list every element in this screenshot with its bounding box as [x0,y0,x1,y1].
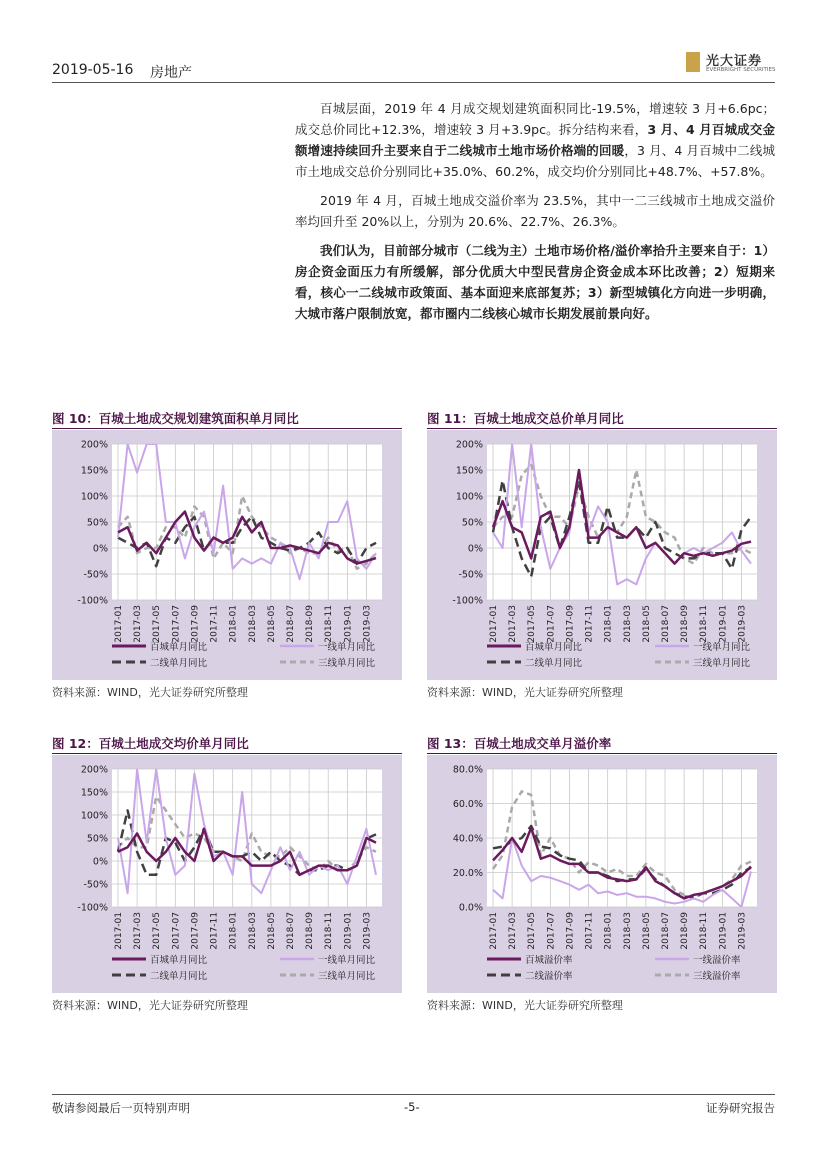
figure-11-rule [427,428,777,429]
y-tick-label: 200% [455,439,483,451]
y-tick-label: 0.0% [458,902,483,914]
figure-12-svg [52,755,402,993]
x-tick-label: 2017-07 [546,912,557,950]
report-date: 2019-05-16 [52,62,134,78]
header-divider [52,82,775,83]
footer-disclaimer: 敬请参阅最后一页特别声明 [52,1101,190,1115]
y-tick-label: 0% [92,856,108,868]
figure-10-source: 资料来源：WIND，光大证券研究所整理 [52,686,248,699]
figure-12-chart [52,755,402,993]
y-tick-label: 40.0% [452,833,483,845]
legend-label: 一线单月同比 [318,955,376,966]
legend-label: 三线单月同比 [693,658,751,669]
x-tick-label: 2018-11 [324,605,335,643]
y-tick-label: 50% [86,517,108,529]
x-tick-label: 2019-01 [718,912,729,950]
logo-cn: 光大证券 [706,54,763,69]
y-tick-label: 0% [92,543,108,555]
logo-en: EVERBRIGHT SECURITIES [706,67,776,73]
x-tick-label: 2018-01 [228,912,239,950]
legend-label: 三线溢价率 [693,971,741,982]
x-tick-label: 2018-03 [247,912,258,950]
y-tick-label: 200% [80,764,108,776]
figure-11-title: 图 11：百城土地成交总价单月同比 [427,411,624,426]
paragraph-2: 2019 年 4 月，百城土地成交溢价率为 23.5%，其中一二三线城市土地成交溢价率均回升至 20%以上，分别为 20.6%、22.7%、26.3%。 [295,193,775,229]
y-tick-label: 20.0% [452,868,483,879]
x-tick-label: 2017-09 [190,912,201,950]
x-tick-label: 2018-11 [699,912,710,950]
x-tick-label: 2019-03 [737,605,748,643]
logo-icon [686,52,700,72]
x-tick-label: 2019-01 [343,605,354,643]
x-tick-label: 2018-03 [247,605,258,643]
y-tick-label: -50% [458,569,483,581]
x-tick-label: 2018-01 [228,605,239,643]
legend-label: 二线单月同比 [150,658,208,669]
legend-label: 三线单月同比 [318,658,376,669]
figure-11-source: 资料来源：WIND，光大证券研究所整理 [427,686,623,699]
y-tick-label: 50% [86,833,108,845]
p1-part-c: ，3 月、4 月百城中二线城市土地成交总价分别同比+35.0%、60.2%，成交均价分别同比+48.7%、+57.8%。 [295,143,775,179]
legend-label: 二线单月同比 [525,658,583,669]
x-tick-label: 2017-11 [584,912,595,950]
legend-label: 百城单月同比 [150,955,208,966]
legend-label: 二线溢价率 [525,971,573,982]
paragraph-1 [295,98,775,182]
x-tick-label: 2017-05 [527,605,538,643]
footer-divider [52,1094,775,1095]
footer-report-type: 证券研究报告 [706,1101,775,1115]
figure-10-svg [52,430,402,680]
x-tick-label: 2018-05 [266,605,277,643]
y-tick-label: 0% [467,543,483,555]
legend-label: 一线单月同比 [318,642,376,653]
y-tick-label: 100% [455,491,483,503]
y-tick-label: 150% [80,465,108,477]
y-tick-label: 60.0% [452,799,483,810]
x-tick-label: 2017-01 [489,912,499,950]
x-tick-label: 2019-03 [737,912,748,950]
figure-13-svg [427,755,777,993]
body-text [295,98,775,332]
x-tick-label: 2017-11 [209,912,220,950]
x-tick-label: 2018-11 [699,605,710,643]
x-tick-label: 2019-03 [362,605,373,643]
x-tick-label: 2018-05 [266,912,277,950]
figure-11-svg [427,430,777,680]
x-tick-label: 2018-09 [305,912,316,950]
page-number: -5- [404,1100,420,1114]
x-tick-label: 2018-11 [324,912,335,950]
x-tick-label: 2017-11 [584,605,595,643]
x-tick-label: 2018-03 [622,605,633,643]
x-tick-label: 2017-01 [489,605,499,643]
legend-label: 一线单月同比 [693,642,751,653]
legend-label: 百城单月同比 [525,642,583,653]
legend-label: 百城单月同比 [150,642,208,653]
x-tick-label: 2017-09 [565,605,576,643]
figure-13-chart [427,755,777,993]
x-tick-label: 2018-01 [603,912,614,950]
paragraph-3: 我们认为，目前部分城市（二线为主）土地市场价格/溢价率拾升主要来自于：1）房企资金面压力有所缓解，部分优质大中型民营房企资金成本环比改善；2）短期来看，核心一二线城市政策面、基本面迎来底部复苏；3）新型城镇化方向进一步明确，大城市落户限制放宽，都市圈内二线核心城市长期发展前景向好。 [295,243,775,321]
x-tick-label: 2017-01 [114,605,124,643]
x-tick-label: 2019-03 [362,912,373,950]
y-tick-label: 100% [80,810,108,822]
figure-13-source: 资料来源：WIND，光大证券研究所整理 [427,999,623,1012]
x-tick-label: 2017-11 [209,605,220,643]
y-tick-label: -100% [77,902,108,914]
x-tick-label: 2018-05 [641,912,652,950]
x-tick-label: 2017-07 [171,912,182,950]
p1-part-b: 3 月、4 月百城成交金额增速持续回升主要来自于二线城市土地市场价格端的回暖 [295,122,775,158]
x-tick-label: 2018-07 [286,605,296,643]
x-tick-label: 2017-09 [565,912,576,950]
legend-label: 二线单月同比 [150,971,208,982]
y-tick-label: -50% [83,569,108,581]
legend-label: 百城溢价率 [525,955,573,966]
x-tick-label: 2018-07 [661,912,671,950]
y-tick-label: 80.0% [452,764,483,776]
p1-part-a: 百城层面，2019 年 4 月成交规划建筑面积同比-19.5%，增速较 3 月+6.6pc；成交总价同比+12.3%，增速较 3 月+3.9pc。拆分结构来看， [295,101,775,137]
x-tick-label: 2017-07 [171,605,182,643]
x-tick-label: 2018-07 [661,605,671,643]
figure-10-chart [52,430,402,680]
y-tick-label: 150% [80,787,108,799]
figure-12-title: 图 12：百城土地成交均价单月同比 [52,736,249,751]
legend-label: 三线单月同比 [318,971,376,982]
x-tick-label: 2017-09 [190,605,201,643]
x-tick-label: 2018-09 [680,912,691,950]
figure-12-source: 资料来源：WIND，光大证券研究所整理 [52,999,248,1012]
figure-13-rule [427,753,777,754]
x-tick-label: 2017-05 [152,605,163,643]
x-tick-label: 2017-03 [508,605,519,643]
figure-10-rule [52,428,402,429]
x-tick-label: 2018-07 [286,912,296,950]
y-tick-label: 100% [80,491,108,503]
x-tick-label: 2018-05 [641,605,652,643]
x-tick-label: 2017-03 [133,605,144,643]
x-tick-label: 2019-01 [343,912,354,950]
report-category: 房地产 [150,65,192,81]
y-tick-label: 50% [461,517,483,529]
y-tick-label: -100% [77,595,108,607]
y-tick-label: -100% [452,595,483,607]
x-tick-label: 2017-03 [508,912,519,950]
legend-label: 一线溢价率 [693,955,741,966]
figure-11-chart [427,430,777,680]
company-logo [686,50,776,76]
x-tick-label: 2017-03 [133,912,144,950]
figure-13-title: 图 13：百城土地成交单月溢价率 [427,736,612,751]
x-tick-label: 2018-01 [603,605,614,643]
x-tick-label: 2017-05 [152,912,163,950]
figure-12-rule [52,753,402,754]
x-tick-label: 2017-07 [546,605,557,643]
figure-10-title: 图 10：百城土地成交规划建筑面积单月同比 [52,411,299,426]
y-tick-label: 150% [455,465,483,477]
x-tick-label: 2019-01 [718,605,729,643]
x-tick-label: 2017-01 [114,912,124,950]
x-tick-label: 2017-05 [527,912,538,950]
y-tick-label: -50% [83,879,108,891]
x-tick-label: 2018-03 [622,912,633,950]
x-tick-label: 2018-09 [305,605,316,643]
x-tick-label: 2018-09 [680,605,691,643]
y-tick-label: 200% [80,439,108,451]
